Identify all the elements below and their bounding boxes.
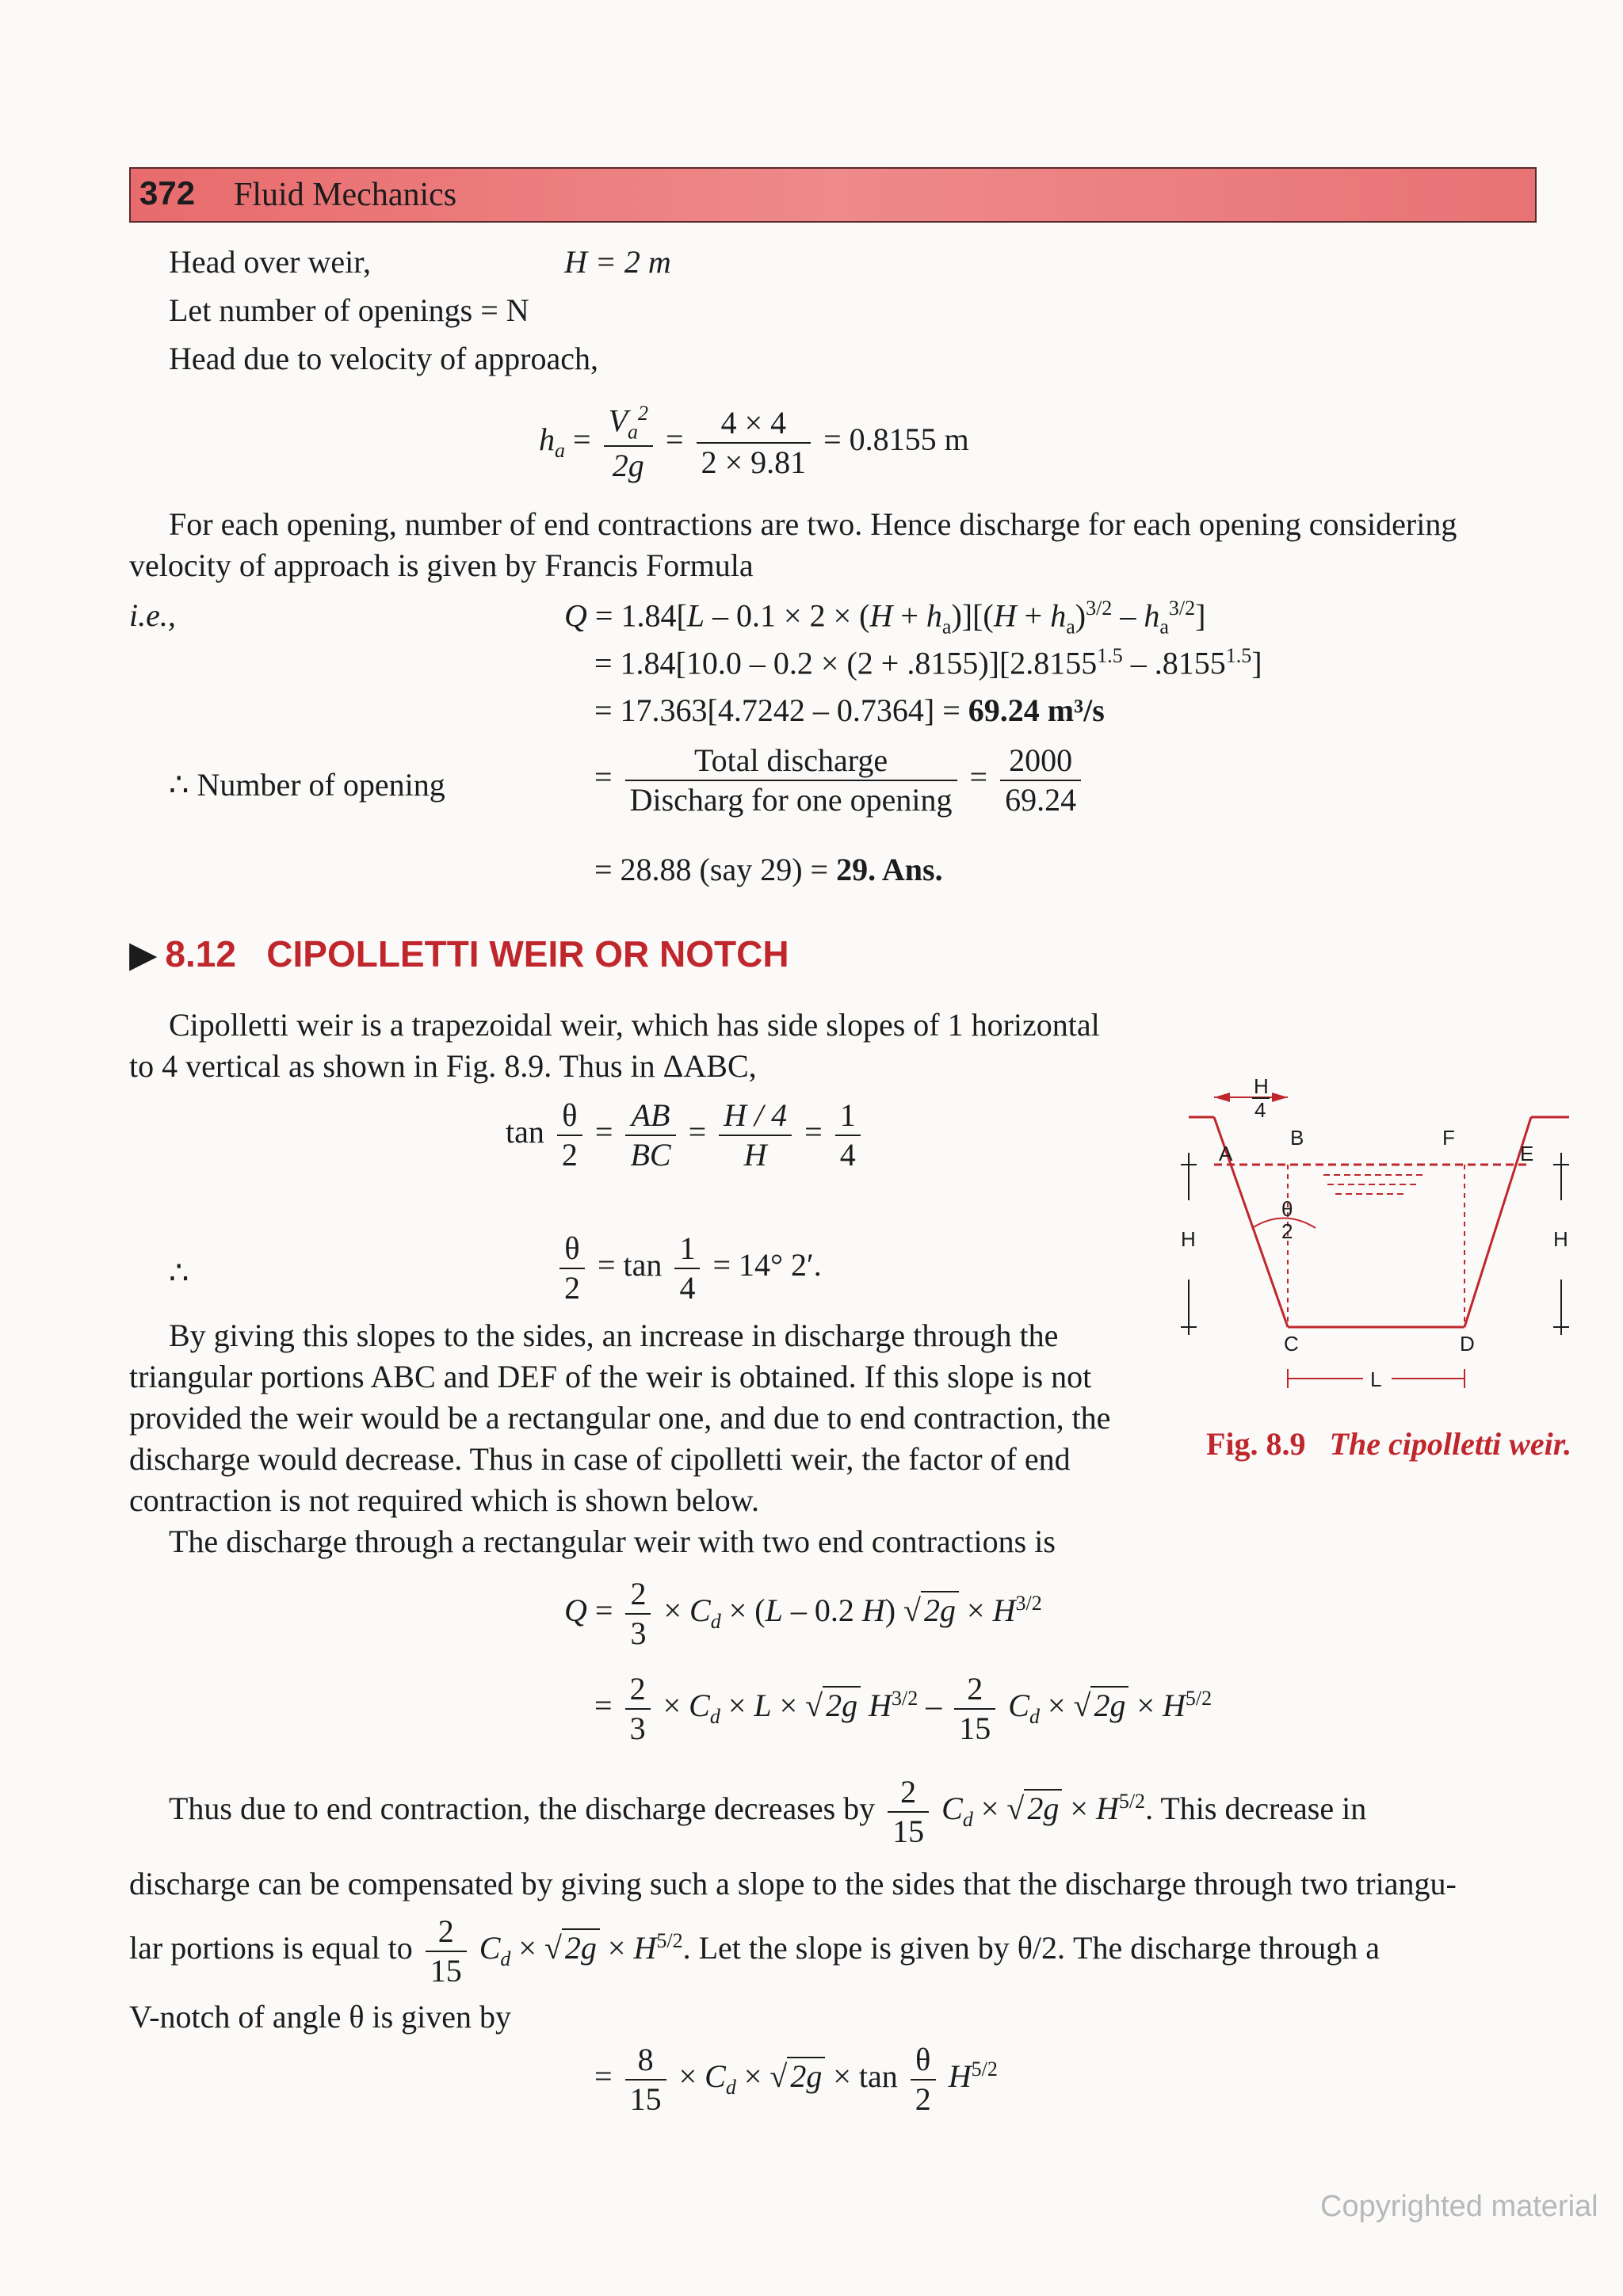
num-opening-label: ∴ Number of opening <box>169 767 445 803</box>
point-b-label: B <box>1290 1126 1304 1150</box>
num-opening-equation: = $\frac{\text{Total discharge}}{\text{Discharg for one opening}}$ = $\frac{2000}{69.24}$ <box>594 743 1086 818</box>
point-d-label: D <box>1460 1332 1475 1356</box>
point-e-label: E <box>1520 1142 1534 1165</box>
francis-paragraph: For each opening, number of end contractions are two. Hence discharge for each opening considering velocity of approach is given by Francis Formula <box>129 506 1457 583</box>
compensate-paragraph: discharge can be compensated by giving such a slope to the sides that the discharge through two triangu- <box>129 1866 1457 1901</box>
q-rect-line-2: = $\frac{2}{3}$ × $C_d \times L$ × √ 2g $H^{3/2}$ – $\frac{2}{15}$ $C_d$ × √ $2g \times H^{5/2}$ <box>594 1671 1212 1746</box>
left-h-label: H <box>1181 1227 1196 1251</box>
slope-paragraph: By giving this slopes to the sides, an increase in discharge through the triangular portions ABC and DEF of the weir is obtained. If this slope is not provided the weir would be a rectangular one, and due to end contraction, the discharge would decrease. Thus in case of cipolletti weir, the factor of end contraction is not required which is shown below. <box>129 1318 1111 1518</box>
cipolletti-weir-figure <box>1165 1074 1585 1406</box>
head-velocity-line: Head due to velocity of approach, <box>169 341 599 376</box>
ha-equation: $h_a$ = $\frac{V_a^2}{2g}$ = $\frac{4 \times 4}{2 \times 9.81}$ = 0.8155 m <box>539 402 969 483</box>
therefore-symbol: ∴ <box>169 1255 189 1291</box>
theta-equation: $\frac{\theta}{2}$ = tan $\frac{1}{4}$ = 14° 2′. <box>555 1231 822 1306</box>
vnotch-paragraph: V-notch of angle θ is given by <box>129 1999 512 2035</box>
q-line-1: $Q = 1.84[L - 0.1 \times 2 \times (H + h_a)][(H + h_a)^{3/2} - h_a^{3/2}]$ <box>564 597 1206 639</box>
cipolletti-intro: Cipolletti weir is a trapezoidal weir, which has side slopes of 1 horizontal to 4 vertical as shown in Fig. 8.9. Thus in ΔABC, <box>129 1007 1100 1084</box>
water-hatching <box>1323 1175 1426 1194</box>
rect-paragraph: The discharge through a rectangular weir with two end contractions is <box>169 1524 1056 1559</box>
book-title: Fluid Mechanics <box>234 177 457 213</box>
point-f-label: F <box>1442 1126 1455 1150</box>
decrease-paragraph: Thus due to end contraction, the discharge decreases by $\frac{2}{15}$ $C_d$ × √ $2g \times H^{5/2}$. This decrease in <box>169 1774 1367 1849</box>
h4-den-label: 4 <box>1254 1098 1266 1122</box>
figure-caption: Fig. 8.9 The cipolletti weir. <box>1206 1426 1572 1462</box>
copyright-watermark: Copyrighted material <box>1320 2190 1598 2223</box>
num-opening-result: = 28.88 (say 29) = 29. Ans. <box>594 852 943 887</box>
l-label: L <box>1370 1367 1382 1391</box>
ie-label: i.e., <box>129 597 176 633</box>
page-number: 372 <box>139 174 196 212</box>
q-line-2: = $1.84[10.0 - 0.2 \times (2 + .8155)][2.8155^{1.5} - .8155^{1.5}]$ <box>594 644 1262 681</box>
q-rect-line-1: Q = $\frac{2}{3}$ × $C_d \times (L - 0.2$ H) √ $2g \times H^{3/2}$ <box>564 1576 1042 1651</box>
theta-label: θ <box>1281 1197 1293 1221</box>
h4-arrow-left-icon <box>1214 1093 1230 1102</box>
head-value: H = 2 m <box>564 244 671 280</box>
q-line-3: = 17.363[4.7242 – 0.7364] = 69.24 m³/s <box>594 692 1105 728</box>
lar-paragraph: lar portions is equal to $\frac{2}{15}$ $C_d$ × √ $2g \times H^{5/2}$. Let the slope is given by θ/2. The discharge through a <box>129 1913 1380 1989</box>
section-heading: ▶ 8.12 CIPOLLETTI WEIR OR NOTCH <box>129 933 789 974</box>
vnotch-equation: = $\frac{8}{15}$ × $C_d$ × √ 2g × tan $\frac{\theta}{2}$ $H^{5/2}$ <box>594 2042 998 2117</box>
point-c-label: C <box>1284 1332 1299 1356</box>
tan-equation: tan $\frac{\theta}{2}$ = $\frac{AB}{BC}$ = $\frac{H / 4}{H}$ = $\frac{1}{4}$ <box>506 1098 865 1173</box>
head-over-weir-label: Head over weir, <box>169 244 371 280</box>
h4-num-label: H <box>1254 1074 1269 1098</box>
point-a-label: A <box>1219 1142 1233 1165</box>
section-arrow-icon: ▶ <box>129 933 158 974</box>
right-h-label: H <box>1553 1227 1568 1251</box>
h4-arrow-right-icon <box>1272 1093 1288 1102</box>
theta-two-label: 2 <box>1281 1219 1293 1243</box>
openings-line: Let number of openings = N <box>169 292 529 328</box>
